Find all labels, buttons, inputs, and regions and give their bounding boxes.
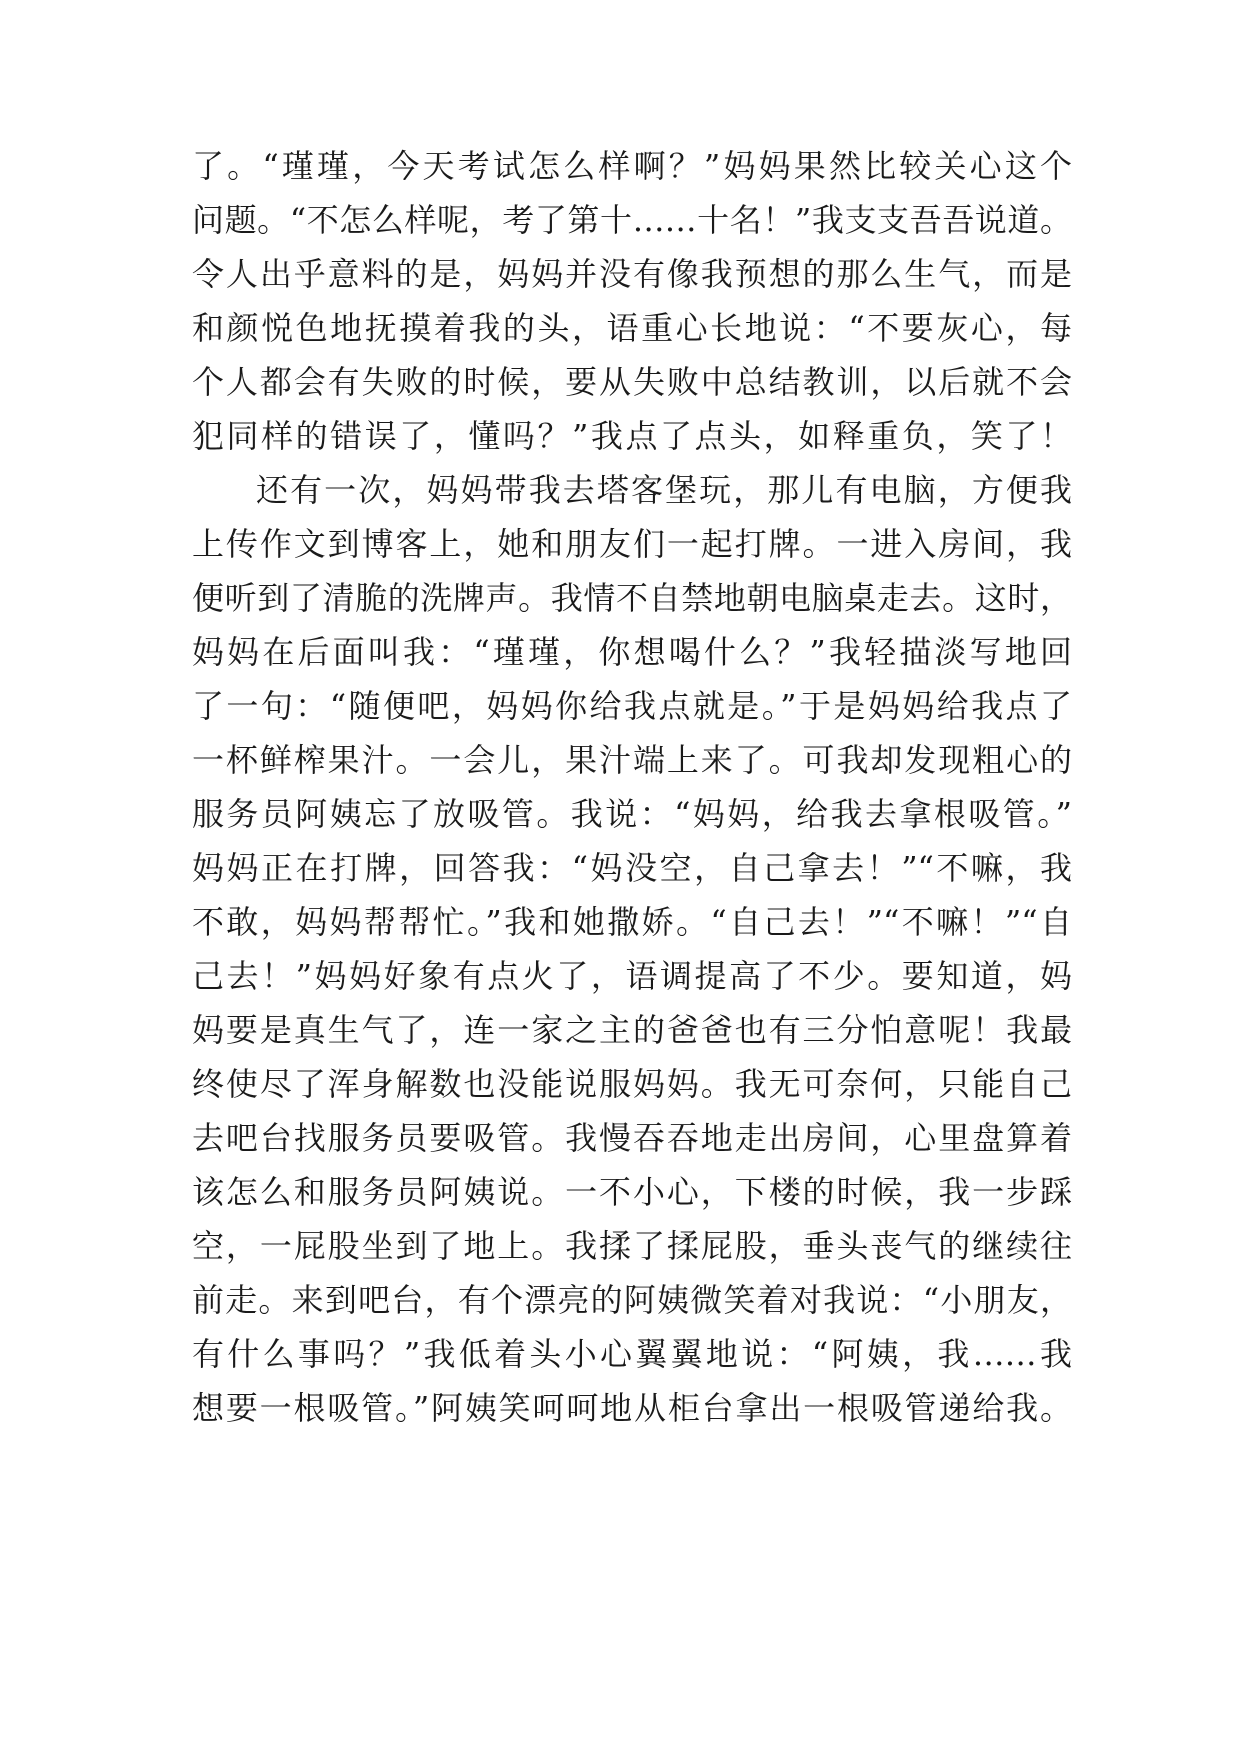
text-line: 上传作文到博客上，她和朋友们一起打牌。一进入房间，我 (192, 525, 1072, 563)
text-line: 终使尽了浑身解数也没能说服妈妈。我无可奈何，只能自己 (192, 1065, 1072, 1103)
text-line: 妈要是真生气了，连一家之主的爸爸也有三分怕意呢！我最 (192, 1011, 1072, 1049)
text-line: 妈妈正在打牌，回答我：“妈没空，自己拿去！”“不嘛，我 (192, 849, 1072, 887)
text-line: 前走。来到吧台，有个漂亮的阿姨微笑着对我说：“小朋友， (192, 1281, 1072, 1319)
text-line: 想要一根吸管。”阿姨笑呵呵地从柜台拿出一根吸管递给我。 (192, 1389, 1072, 1427)
text-line: 该怎么和服务员阿姨说。一不小心，下楼的时候，我一步踩 (192, 1173, 1072, 1211)
text-line: 了。“瑾瑾，今天考试怎么样啊？”妈妈果然比较关心这个 (192, 147, 1072, 185)
text-line: 不敢，妈妈帮帮忙。”我和她撒娇。“自己去！”“不嘛！”“自 (192, 903, 1072, 941)
text-line: 问题。“不怎么样呢，考了第十……十名！”我支支吾吾说道。 (192, 201, 1072, 239)
text-line: 服务员阿姨忘了放吸管。我说：“妈妈，给我去拿根吸管。” (192, 795, 1072, 833)
text-line: 令人出乎意料的是，妈妈并没有像我预想的那么生气，而是 (192, 255, 1072, 293)
text-line: 了一句：“随便吧，妈妈你给我点就是。”于是妈妈给我点了 (192, 687, 1072, 725)
text-line: 去吧台找服务员要吸管。我慢吞吞地走出房间，心里盘算着 (192, 1119, 1072, 1157)
text-line: 有什么事吗？”我低着头小心翼翼地说：“阿姨，我……我 (192, 1335, 1072, 1373)
text-line: 妈妈在后面叫我：“瑾瑾，你想喝什么？”我轻描淡写地回 (192, 633, 1072, 671)
text-line: 和颜悦色地抚摸着我的头，语重心长地说：“不要灰心，每 (192, 309, 1072, 347)
text-line: 犯同样的错误了，懂吗？”我点了点头，如释重负，笑了！ (192, 417, 1072, 455)
text-line: 空，一屁股坐到了地上。我揉了揉屁股，垂头丧气的继续往 (192, 1227, 1072, 1265)
text-line: 个人都会有失败的时候，要从失败中总结教训，以后就不会 (192, 363, 1072, 401)
paragraph-first-line: 还有一次，妈妈带我去塔客堡玩，那儿有电脑，方便我 (256, 471, 1072, 509)
text-line: 己去！”妈妈好象有点火了，语调提高了不少。要知道，妈 (192, 957, 1072, 995)
text-line: 便听到了清脆的洗牌声。我情不自禁地朝电脑桌走去。这时， (192, 579, 1072, 617)
text-line: 一杯鲜榨果汁。一会儿，果汁端上来了。可我却发现粗心的 (192, 741, 1072, 779)
